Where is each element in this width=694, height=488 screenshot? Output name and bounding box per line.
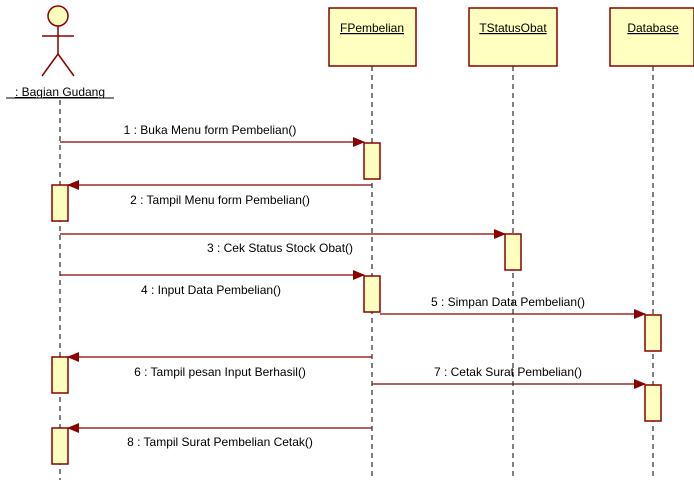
message-6: [68, 357, 372, 379]
message-1: [60, 123, 364, 142]
message-label-1: 1 : Buka Menu form Pembelian(): [123, 123, 297, 137]
message-label-5: 5 : Simpan Data Pembelian(): [430, 295, 586, 309]
lifeline-label-fpembelian: FPembelian: [339, 21, 405, 35]
message-4: [60, 275, 364, 297]
activation-fpembelian-2: [364, 276, 380, 312]
activation-actor-1: [52, 185, 68, 221]
message-label-2: 2 : Tampil Menu form Pembelian(): [130, 193, 310, 207]
activation-actor-2: [52, 357, 68, 393]
actor-right-leg: [58, 54, 74, 76]
activation-database-2: [645, 385, 661, 421]
message-8: [68, 428, 372, 449]
activation-actor-3: [52, 428, 68, 464]
lifeline-box-tstatusobat[interactable]: [469, 8, 557, 66]
lifeline-label-database: Database: [627, 21, 679, 35]
activation-fpembelian-1: [364, 143, 380, 179]
actor-label: : Bagian Gudang: [14, 85, 106, 99]
message-3: [60, 234, 505, 255]
message-label-6: 6 : Tampil pesan Input Berhasil(): [134, 365, 306, 379]
activation-tstatusobat-1: [505, 234, 521, 270]
activation-database-1: [645, 315, 661, 351]
message-2: [68, 185, 372, 207]
actor-left-leg: [42, 54, 58, 76]
lifeline-box-fpembelian[interactable]: [329, 8, 416, 66]
actor-head: [48, 6, 68, 26]
message-7: [372, 365, 645, 384]
message-label-7: 7 : Cetak Surat Pembelian(): [433, 365, 583, 379]
lifeline-label-tstatusobat: TStatusObat: [479, 21, 547, 35]
actor-bagian-gudang[interactable]: [6, 6, 114, 99]
message-label-8: 8 : Tampil Surat Pembelian Cetak(): [127, 435, 313, 449]
message-label-3: 3 : Cek Status Stock Obat(): [206, 241, 354, 255]
lifeline-box-database[interactable]: [610, 8, 694, 66]
message-label-4: 4 : Input Data Pembelian(): [140, 283, 282, 297]
